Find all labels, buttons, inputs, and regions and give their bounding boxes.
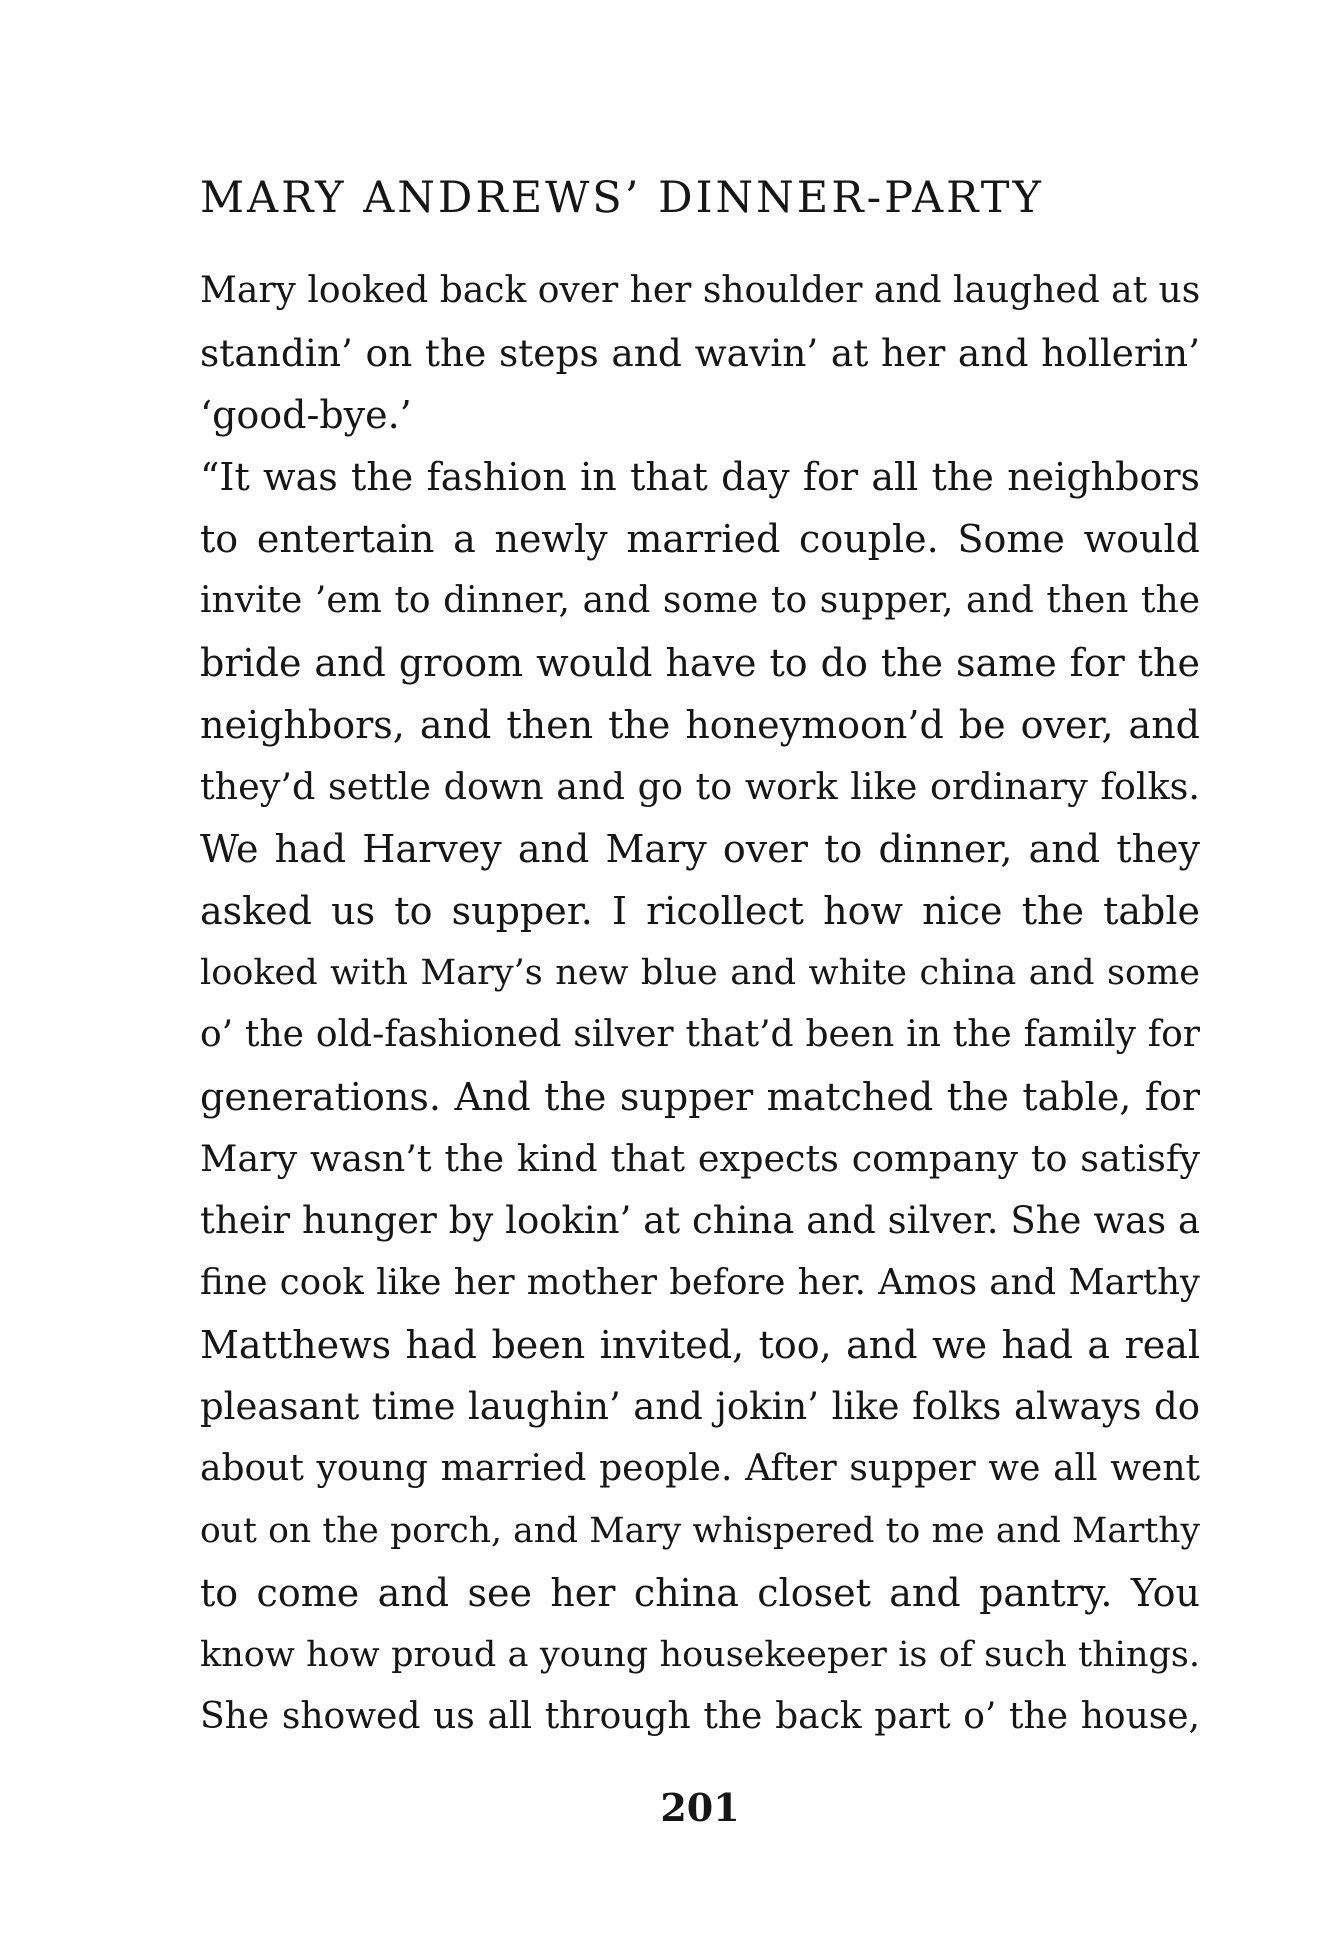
text-line: they’d settle down and go to work like ordinary folks. (200, 765, 1200, 808)
text-line: Matthews had been invited, too, and we had a real (200, 1323, 1200, 1367)
running-head: MARY ANDREWS’ DINNER-PARTY (200, 173, 1044, 223)
page-number: 201 (660, 1785, 740, 1830)
text-line: neighbors, and then the honeymoon’d be over, and (200, 703, 1200, 747)
text-line: Mary looked back over her shoulder and laughed at us (200, 270, 1200, 311)
text-line: We had Harvey and Mary over to dinner, and they (200, 827, 1200, 871)
text-line: pleasant time laughin’ and jokin’ like folks always do (200, 1385, 1200, 1428)
text-line: their hunger by lookin’ at china and silver. She was a (200, 1199, 1200, 1242)
text-line: bride and groom would have to do the same for the (200, 641, 1200, 685)
text-line: out on the porch, and Mary whispered to me and Marthy (200, 1511, 1200, 1551)
text-line: know how proud a young housekeeper is of such things. (200, 1635, 1200, 1675)
text-line: “It was the fashion in that day for all the neighbors (200, 455, 1200, 499)
text-line: fine cook like her mother before her. Amos and Marthy (200, 1262, 1200, 1303)
text-line: invite ’em to dinner, and some to supper, and then the (200, 580, 1200, 621)
text-line: Mary wasn’t the kind that expects company to satisfy (200, 1137, 1200, 1180)
text-line: standin’ on the steps and wavin’ at her and hollerin’ (200, 331, 1200, 375)
text-line: about young married people. After supper we all went (200, 1448, 1200, 1489)
text-line: ‘good-bye.’ (200, 393, 412, 437)
text-line: asked us to supper. I ricollect how nice the table (200, 889, 1200, 933)
text-line: o’ the old-fashioned silver that’d been in the family for (200, 1014, 1200, 1055)
text-line: looked with Mary’s new blue and white china and some (200, 953, 1200, 993)
text-line: to come and see her china closet and pantry. You (200, 1571, 1200, 1615)
text-line: to entertain a newly married couple. Some would (200, 517, 1200, 561)
text-line: generations. And the supper matched the table, for (200, 1075, 1200, 1119)
text-line: She showed us all through the back part o’ the house, (200, 1696, 1200, 1737)
